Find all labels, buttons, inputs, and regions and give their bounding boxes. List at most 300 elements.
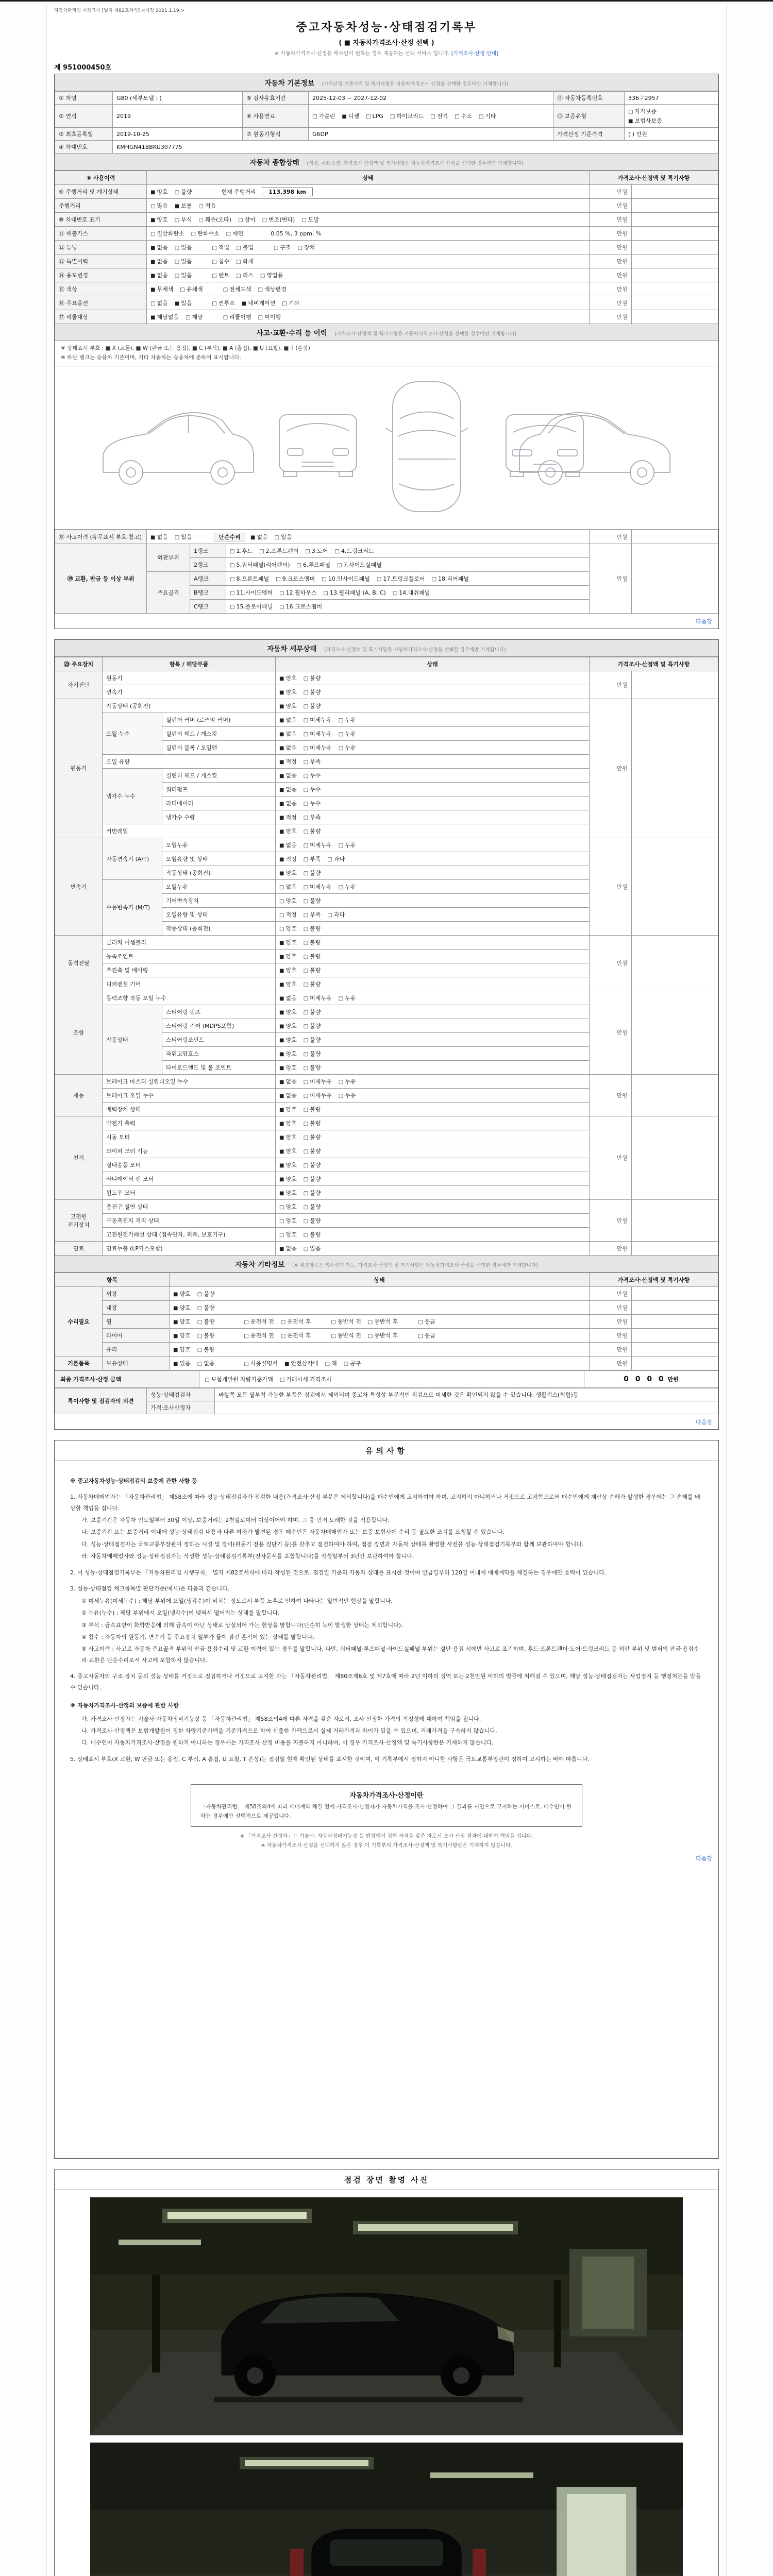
checkbox-option[interactable]: □ 전체도색 — [223, 286, 251, 293]
checkbox-option[interactable]: □ 미세누유 — [303, 744, 332, 751]
checkbox-checked-icon: ■ — [279, 703, 284, 709]
checkbox-option[interactable]: □ 7.사이드실패널 — [337, 561, 382, 568]
checkbox-option[interactable]: □ 매연 — [226, 230, 244, 237]
checkbox-option[interactable]: □ 미이행 — [258, 314, 281, 320]
checkbox-option[interactable]: ■ 없음 — [279, 800, 297, 807]
checkbox-option[interactable]: □ 4.트렁크리드 — [334, 547, 374, 554]
checkbox-option[interactable]: □ 불량 — [197, 1332, 215, 1339]
checkbox-option[interactable]: ■ 양호 — [279, 967, 297, 974]
checkbox-option[interactable]: □ 누유 — [338, 994, 356, 1002]
checkbox-option[interactable]: ■ 양호 — [279, 939, 297, 946]
checkbox-option[interactable]: □ 불량 — [303, 1022, 321, 1029]
checkbox-option[interactable]: □ 불량 — [303, 827, 321, 835]
checkbox-option[interactable]: □ 일산화탄소 — [150, 230, 184, 237]
checkbox-option[interactable]: ■ 없음 — [150, 258, 168, 265]
checkbox-option[interactable]: □ 있음 — [174, 258, 192, 265]
checkbox-empty-icon: □ — [337, 562, 342, 568]
checkbox-option[interactable]: □ 구조 — [273, 244, 291, 251]
checkbox-option[interactable]: □ 6.루프패널 — [296, 561, 330, 568]
checkbox-option[interactable]: ■ 양호 — [173, 1304, 191, 1311]
table-cell — [276, 1227, 590, 1241]
checkbox-option[interactable]: □ 없음 — [197, 1360, 215, 1367]
checkbox-option[interactable]: □ 있음 — [174, 272, 192, 279]
checkbox-empty-icon: □ — [338, 1093, 344, 1099]
checkbox-option[interactable]: ■ 양호 — [173, 1290, 191, 1297]
checkbox-option[interactable]: □ 불량 — [197, 1318, 215, 1325]
checkbox-empty-icon: □ — [212, 273, 217, 279]
checkbox-checked-icon: ■ — [150, 315, 156, 320]
checkbox-empty-icon: □ — [303, 912, 309, 918]
checkbox-empty-icon: □ — [376, 576, 382, 582]
checkbox-empty-icon: □ — [236, 245, 241, 251]
checkbox-group — [279, 1049, 327, 1058]
checkbox-option[interactable]: □ 미세누유 — [303, 1078, 332, 1085]
checkbox-empty-icon: □ — [279, 898, 284, 904]
checkbox-option[interactable]: □ 장치 — [297, 244, 315, 251]
inspector-role-2: 가격·조사산정자 — [147, 1401, 215, 1414]
checkbox-option[interactable]: □ 8.프론트패널 — [230, 575, 270, 582]
checkbox-option[interactable]: ■ 없음 — [279, 1245, 297, 1252]
item-label: 실내송풍 모터 — [103, 1158, 276, 1172]
checkbox-option[interactable]: □ 양호 — [279, 1203, 297, 1210]
checkbox-option[interactable]: □ 있음 — [274, 533, 292, 540]
basic-info-bar: 자동차 기본정보 (가격산정 기준가격 및 특기사항은 자동차가격조사·산정을 선택한 경우에만 기재합니다) — [55, 74, 718, 91]
checkbox-option[interactable]: □ 변조(변타) — [262, 216, 295, 223]
table-cell — [276, 740, 590, 754]
checkbox-option[interactable]: □ 미세누유 — [303, 841, 332, 849]
checkbox-option[interactable]: ■ 양호 — [279, 1161, 297, 1168]
checkbox-option[interactable]: □ 리스 — [236, 272, 254, 279]
checkbox-group — [279, 1118, 327, 1128]
table-cell — [276, 991, 590, 1005]
checkbox-option[interactable]: □ 부족 — [303, 911, 321, 918]
checkbox-option[interactable]: ■ 양호 — [150, 189, 168, 195]
checkbox-option[interactable]: □ 불량 — [174, 189, 192, 195]
checkbox-option[interactable]: ■ 없음 — [150, 272, 168, 279]
checkbox-option[interactable]: □ 양호 — [279, 1217, 297, 1224]
item-label: 워터펌프 — [162, 782, 276, 796]
checkbox-option[interactable]: □ 미세누유 — [303, 994, 332, 1002]
table-cell: 만원 — [589, 199, 631, 213]
checkbox-option[interactable]: □ 17.트렁크플로어 — [376, 575, 425, 582]
price-guide-link[interactable]: [가격조사·산정 안내] — [451, 51, 499, 57]
item-label: 스티어링 펌프 — [162, 1005, 276, 1019]
checkbox-empty-icon: □ — [478, 114, 484, 120]
next-page-link[interactable]: 다음장 — [696, 1418, 712, 1426]
inspector-comment-1: 바깥쪽 모든 탈부착 가능한 부품은 점검에서 제외되며 중고차 특성상 부분적인 점검으로 미세한 것은 확인되지 않을 수 있습니다. 생활기스(찍힘)등 — [215, 1388, 718, 1401]
checkbox-empty-icon: □ — [628, 109, 633, 115]
table-cell — [276, 1158, 590, 1172]
checkbox-option[interactable]: □ 누유 — [338, 716, 356, 723]
item-label: 등속조인트 — [103, 949, 276, 963]
checkbox-option[interactable]: □ 10.인사이드패널 — [322, 575, 370, 582]
checkbox-option[interactable]: □ 동반석 전 — [331, 1332, 361, 1339]
table-cell — [631, 282, 718, 296]
checkbox-option[interactable]: ■ 없음 — [150, 533, 168, 540]
checkbox-option[interactable]: □ 동반석 후 — [367, 1318, 398, 1325]
checkbox-option[interactable]: ■ 적정 — [279, 855, 297, 862]
checkbox-option[interactable]: ■ 양호 — [279, 674, 297, 682]
amount-cell: 만원 — [589, 935, 631, 991]
checkbox-option[interactable]: ■ 양호 — [279, 1120, 297, 1127]
checkbox-checked-icon: ■ — [279, 1009, 284, 1015]
checkbox-empty-icon: □ — [331, 1333, 336, 1339]
checkbox-option[interactable]: ■ 양호 — [279, 827, 297, 835]
checkbox-option[interactable]: □ 적법 — [212, 244, 230, 251]
checkbox-option[interactable]: ■ 없음 — [279, 1078, 297, 1085]
checkbox-option[interactable]: ■ 양호 — [279, 980, 297, 988]
checkbox-option[interactable]: □ 양호 — [279, 925, 297, 932]
checkbox-option[interactable]: □ 14.대쉬패널 — [392, 589, 430, 596]
table-cell: 타이어 — [103, 1328, 170, 1342]
checkbox-option[interactable]: □ 리콜이행 — [223, 314, 251, 320]
checkbox-group — [279, 979, 327, 989]
checkbox-empty-icon: □ — [230, 562, 235, 568]
checkbox-checked-icon: ■ — [279, 1037, 284, 1043]
checkbox-option[interactable]: □ 과다 — [327, 911, 345, 918]
checkbox-option[interactable]: □ 있음 — [174, 244, 192, 251]
checkbox-empty-icon: □ — [338, 842, 344, 849]
checkbox-option[interactable]: □ 유채색 — [180, 286, 203, 293]
checkbox-option[interactable]: ■ 없음 — [279, 1092, 297, 1099]
checkbox-option[interactable]: □ 영업용 — [260, 272, 283, 279]
checkbox-option[interactable]: □ 불량 — [303, 1106, 321, 1113]
checkbox-group — [279, 854, 351, 863]
checkbox-option[interactable]: □ 하이브리드 — [390, 113, 424, 120]
checkbox-group — [279, 1188, 327, 1197]
checkbox-empty-icon: □ — [338, 717, 344, 723]
checkbox-option[interactable]: □ 운전석 후 — [280, 1318, 311, 1325]
checkbox-option[interactable]: □ 사용설명서 — [244, 1360, 278, 1367]
detail-row — [55, 1199, 718, 1213]
checkbox-option[interactable]: □ 불량 — [303, 925, 321, 932]
checkbox-option[interactable]: □ 불량 — [303, 1175, 321, 1182]
basic-items-label: 기본품목 — [55, 1356, 103, 1370]
checkbox-option[interactable]: □ 응급 — [418, 1332, 436, 1339]
item-label: 원동기 — [103, 671, 276, 685]
checkbox-option[interactable]: □ 수소 — [455, 113, 472, 120]
checkbox-option[interactable]: ■ 없음 — [279, 716, 297, 723]
checkbox-option[interactable]: □ 불량 — [303, 1147, 321, 1155]
checkbox-option[interactable]: □ 자가보증 — [628, 108, 657, 115]
checkbox-option[interactable]: ■ 적정 — [279, 814, 297, 821]
checkbox-option[interactable]: □ 누유 — [338, 744, 356, 751]
checkbox-option[interactable]: ■ 적정 — [279, 758, 297, 765]
detail-state-table — [55, 657, 718, 1256]
checkbox-option[interactable]: □ 부족 — [303, 814, 321, 821]
checkbox-option[interactable]: □ 미세누유 — [303, 730, 332, 737]
checkbox-option[interactable]: □ 잭 — [325, 1360, 337, 1367]
checkbox-option[interactable]: □ 운전석 전 — [244, 1332, 274, 1339]
checkbox-option[interactable]: □ 해당 — [185, 314, 203, 320]
checkbox-option[interactable]: ■ 양호 — [279, 1036, 297, 1043]
detail-row — [55, 838, 718, 852]
checkbox-option[interactable]: ■ 양호 — [279, 1064, 297, 1071]
checkbox-group — [230, 560, 389, 569]
checkbox-option[interactable]: □ 불량 — [303, 1231, 321, 1238]
checkbox-option[interactable]: □ 전기 — [430, 113, 448, 120]
checkbox-group — [279, 1021, 327, 1030]
checkbox-option[interactable]: □ 불량 — [303, 1133, 321, 1141]
checkbox-option[interactable]: □ 없음 — [279, 883, 297, 890]
checkbox-option[interactable]: □ 적음 — [198, 202, 216, 209]
detail-row — [55, 935, 718, 949]
table-cell — [276, 810, 590, 824]
checkbox-option[interactable]: □ 부식 — [174, 216, 192, 223]
checkbox-option[interactable]: □ 운전석 후 — [280, 1332, 311, 1339]
checkbox-option[interactable]: □ 불량 — [197, 1304, 215, 1311]
table-cell — [276, 1213, 590, 1227]
checkbox-option[interactable]: □ 불량 — [303, 688, 321, 696]
checkbox-option[interactable]: □ 불량 — [303, 1050, 321, 1057]
item-label: 변속기 — [103, 685, 276, 699]
note-cell — [631, 1074, 718, 1116]
checkbox-option[interactable]: ■ 양호 — [279, 702, 297, 709]
checkbox-option[interactable]: □ 미세누유 — [303, 716, 332, 723]
checkbox-option[interactable]: □ 누유 — [338, 730, 356, 737]
checkbox-option[interactable]: ■ 없음 — [279, 786, 297, 793]
checkbox-option[interactable]: □ 미세누유 — [303, 883, 332, 890]
table-cell — [276, 1032, 590, 1046]
checkbox-option[interactable]: □ 불량 — [303, 953, 321, 960]
checkbox-empty-icon: □ — [279, 884, 284, 890]
checkbox-empty-icon: □ — [303, 981, 309, 988]
table-cell: 만원 — [589, 185, 631, 199]
checkbox-option[interactable]: □ 불량 — [303, 1161, 321, 1168]
checkbox-option[interactable]: □ 누유 — [338, 1078, 356, 1085]
table-cell — [147, 268, 590, 282]
table-cell — [631, 185, 718, 199]
checkbox-checked-icon: ■ — [279, 745, 284, 751]
checkbox-empty-icon: □ — [303, 1148, 309, 1155]
checkbox-option[interactable]: □ 썬루프 — [212, 300, 235, 307]
checkbox-option[interactable]: □ 양호 — [279, 897, 297, 904]
checkbox-empty-icon: □ — [303, 940, 309, 946]
checkbox-option[interactable]: □ 불량 — [303, 1120, 321, 1127]
checkbox-option[interactable]: □ 2.프론트펜더 — [259, 547, 299, 554]
checkbox-group — [279, 1077, 362, 1086]
checkbox-option[interactable]: □ 훼손(오타) — [198, 216, 231, 223]
notice-paragraph: ③ 부식 : 금속표면이 화학반응에 의해 금속이 아닌 상태로 상실되어 가는 현상을 말합니다(단순히 녹이 발생한 상태는 제외합니다). — [81, 1621, 403, 1629]
checkbox-option[interactable]: □ 불량 — [197, 1290, 215, 1297]
checkbox-option[interactable]: □ 누유 — [338, 1092, 356, 1099]
checkbox-option[interactable]: ■ 보험사보증 — [628, 117, 662, 124]
final-price-label: 최종 가격조사·산정 금액 — [55, 1370, 199, 1387]
checkbox-option[interactable]: □ 가솔린 — [312, 113, 335, 120]
checkbox-option[interactable]: ■ 없음 — [250, 533, 268, 540]
checkbox-option[interactable]: □ 불량 — [303, 702, 321, 709]
checkbox-checked-icon: ■ — [241, 301, 247, 307]
checkbox-option[interactable]: □ 불량 — [303, 980, 321, 988]
checkbox-option[interactable]: □ 12.휠하우스 — [279, 589, 317, 596]
checkbox-group — [279, 1202, 327, 1211]
checkbox-option[interactable]: □ LPG — [366, 113, 383, 120]
page-title-note: ※ 자동차가격조사·산정은 매수인이 원하는 경우 제공하는 선택 서비스 입니다. [가격조사·산정 안내] — [274, 51, 499, 57]
checkbox-option[interactable]: □ 양호 — [279, 1231, 297, 1238]
overall-row — [55, 199, 718, 213]
checkbox-option[interactable]: ■ 양호 — [279, 1022, 297, 1029]
checkbox-option[interactable]: ■ 없음 — [279, 730, 297, 737]
checkbox-option[interactable]: ■ 있음 — [173, 1360, 191, 1367]
checkbox-option[interactable]: ■ 양호 — [279, 1106, 297, 1113]
checkbox-option[interactable]: □ 렌트 — [212, 272, 230, 279]
checkbox-option[interactable]: □ 상이 — [238, 216, 256, 223]
checkbox-option[interactable]: ■ 디젤 — [342, 113, 360, 120]
checkbox-option[interactable]: □ 많음 — [150, 202, 168, 209]
checkbox-option[interactable]: ■ 없음 — [150, 244, 168, 251]
checkbox-option[interactable]: □ 부족 — [303, 758, 321, 765]
checkbox-empty-icon: □ — [303, 773, 309, 779]
checkbox-empty-icon: □ — [303, 703, 309, 709]
checkbox-option[interactable]: □ 있음 — [174, 533, 192, 540]
checkbox-option[interactable]: □ 15.플로어패널 — [230, 603, 273, 610]
checkbox-option[interactable]: ■ 없음 — [279, 994, 297, 1002]
checkbox-option[interactable]: □ 불량 — [303, 1008, 321, 1015]
checkbox-option[interactable]: □ 부족 — [303, 855, 321, 862]
checkbox-empty-icon: □ — [303, 787, 309, 793]
checkbox-empty-icon: □ — [303, 1093, 309, 1099]
checkbox-option[interactable]: □ 불량 — [303, 1064, 321, 1071]
checkbox-option[interactable]: ■ 양호 — [279, 1175, 297, 1182]
checkbox-option[interactable]: □ 공구 — [343, 1360, 361, 1367]
checkbox-option[interactable]: □ 3.도어 — [305, 547, 328, 554]
checkbox-option[interactable]: □ 불량 — [303, 1036, 321, 1043]
checkbox-empty-icon: □ — [303, 1134, 309, 1141]
checkbox-option[interactable]: ■ 양호 — [173, 1346, 191, 1353]
checkbox-checked-icon: ■ — [150, 534, 156, 540]
checkbox-option[interactable]: □ 미세누유 — [303, 1092, 332, 1099]
checkbox-option[interactable]: □ 불량 — [303, 967, 321, 974]
checkbox-option[interactable]: □ 누수 — [303, 772, 321, 779]
checkbox-option[interactable]: □ 16.크로스멤버 — [279, 603, 323, 610]
checkbox-option[interactable]: ■ 없음 — [279, 772, 297, 779]
checkbox-option[interactable]: □ 색상변경 — [258, 286, 287, 293]
table-cell: ⑩ 차대번호 표기 — [55, 213, 147, 227]
checkbox-option[interactable]: □ 불법 — [236, 244, 254, 251]
checkbox-option[interactable]: ■ 무채색 — [150, 286, 174, 293]
checkbox-empty-icon: □ — [150, 204, 156, 209]
checkbox-empty-icon: □ — [238, 217, 243, 223]
checkbox-option[interactable]: □ 불량 — [197, 1346, 215, 1353]
checkbox-option[interactable]: □ 9.크로스멤버 — [276, 575, 315, 582]
checkbox-option[interactable]: □ 불량 — [303, 869, 321, 876]
checkbox-option[interactable]: □ 과다 — [327, 855, 345, 862]
item-label: 파워고압호스 — [162, 1046, 276, 1060]
checkbox-option[interactable]: □ 누수 — [303, 800, 321, 807]
checkbox-option[interactable]: □ 기타 — [282, 300, 300, 307]
checkbox-option[interactable]: □ 응급 — [418, 1318, 436, 1325]
checkbox-option[interactable]: □ 누유 — [338, 841, 356, 849]
checkbox-option[interactable]: ■ 양호 — [279, 1050, 297, 1057]
checkbox-option[interactable]: □ 기타 — [478, 113, 496, 120]
checkbox-option[interactable]: □ 불량 — [303, 939, 321, 946]
checkbox-option[interactable]: □ 13.필러패널 (A, B, C) — [323, 589, 386, 596]
checkbox-option[interactable]: □ 11.사이드멤버 — [230, 589, 273, 596]
checkbox-option[interactable]: □ 1.후드 — [230, 547, 253, 554]
checkbox-option[interactable]: ■ 없음 — [279, 841, 297, 849]
device-label: 전기 — [55, 1116, 103, 1199]
checkbox-option[interactable]: □ 5.쿼터패널(리어펜더) — [230, 561, 290, 568]
checkbox-option[interactable]: ■ 해당없음 — [150, 314, 179, 320]
checkbox-empty-icon: □ — [327, 912, 332, 918]
form-caption: 자동차관리법 시행규칙 [별지 제82호서식] <개정 2021.1.19.> — [54, 8, 185, 13]
checkbox-empty-icon: □ — [303, 954, 309, 960]
checkbox-option[interactable]: □ 18.리어패널 — [431, 575, 469, 582]
item-label: 클러치 어셈블리 — [103, 935, 276, 949]
notice-paragraph: 다. 매수인이 자동차가격조사·산정을 원하지 아니하는 경우에는 가격조사·산정 비용을 지불하지 아니하며, 이 경우 가격조사·산정액 및 특기사항란은 기재하지 않습니다. — [81, 1739, 494, 1747]
checkbox-option[interactable]: ■ 없음 — [279, 744, 297, 751]
checkbox-option[interactable]: □ 누유 — [338, 883, 356, 890]
checkbox-empty-icon: □ — [205, 1377, 210, 1383]
checkbox-option[interactable]: ■ 양호 — [173, 1318, 191, 1325]
checkbox-option[interactable]: □ 불량 — [303, 897, 321, 904]
checkbox-option[interactable]: ■ 양호 — [279, 1133, 297, 1141]
checkbox-empty-icon: □ — [230, 548, 235, 554]
checkbox-option[interactable]: ■ 양호 — [279, 1147, 297, 1155]
checkbox-option[interactable]: ■ 양호 — [279, 1008, 297, 1015]
checkbox-option[interactable]: □ 없음 — [150, 300, 168, 307]
checkbox-option[interactable]: □ 운전석 전 — [244, 1318, 274, 1325]
checkbox-empty-icon: □ — [301, 217, 307, 223]
checkbox-option[interactable]: □ 탄화수소 — [191, 230, 220, 237]
table-cell: 만원 — [589, 1300, 631, 1314]
checkbox-option[interactable]: □ 화재 — [236, 258, 254, 265]
checkbox-option[interactable]: □ 도말 — [301, 216, 319, 223]
checkbox-option[interactable]: □ 보험개발원 차량기준가액 — [205, 1376, 273, 1383]
checkbox-option[interactable]: □ 동반석 후 — [367, 1332, 398, 1339]
checkbox-option[interactable]: ■ 양호 — [173, 1332, 191, 1339]
checkbox-option[interactable]: ■ 보통 — [174, 202, 192, 209]
checkbox-option[interactable]: ■ 네비게이션 — [241, 300, 276, 307]
checkbox-option[interactable]: ■ 양호 — [279, 1189, 297, 1196]
checkbox-group — [279, 1244, 327, 1253]
checkbox-checked-icon: ■ — [279, 815, 284, 821]
checkbox-option[interactable]: ■ 양호 — [279, 953, 297, 960]
checkbox-option[interactable]: ■ 양호 — [279, 688, 297, 696]
table-cell: 만원 — [589, 310, 631, 324]
checkbox-option[interactable]: □ 불량 — [303, 1203, 321, 1210]
checkbox-option[interactable]: □ 적정 — [279, 911, 297, 918]
checkbox-option[interactable]: ■ 양호 — [150, 216, 168, 223]
table-cell — [631, 213, 718, 227]
checkbox-checked-icon: ■ — [150, 273, 156, 279]
checkbox-option[interactable]: □ 불량 — [303, 1189, 321, 1196]
checkbox-option[interactable]: ■ 양호 — [279, 869, 297, 876]
checkbox-option[interactable]: □ 거래시세 가격조사 — [279, 1376, 332, 1383]
sub-label: 수동변속기 (M/T) — [103, 879, 162, 935]
simple-repair-label: 단순수리 — [214, 533, 245, 541]
checkbox-option[interactable]: □ 있음 — [303, 1245, 321, 1252]
checkbox-option[interactable]: □ 침수 — [212, 258, 230, 265]
checkbox-option[interactable]: □ 동반석 전 — [331, 1318, 361, 1325]
checkbox-empty-icon: □ — [197, 1305, 203, 1311]
checkbox-group — [244, 1331, 317, 1340]
checkbox-group — [279, 687, 327, 697]
next-page-link[interactable]: 다음장 — [696, 618, 712, 625]
checkbox-option[interactable]: ■ 안전삼각대 — [284, 1360, 318, 1367]
checkbox-option[interactable]: ■ 있음 — [174, 300, 192, 307]
checkbox-checked-icon: ■ — [150, 217, 156, 223]
checkbox-option[interactable]: □ 누수 — [303, 786, 321, 793]
notice-paragraph: ⑤ 사고이력 : 사고로 자동차 주요골격 부위의 판금·용접수리 및 교환 이력이 있는 경우를 말합니다. 다만, 쿼터패널·루프패널·사이드실패널 부위는 절단·용접 시에만 사고로 표기하며, 후드·프론트펜더·도어·트렁크리드 등 외판 부위 및 범퍼의 판금·용접수리·교환은 단순수리로서 사고에 포함하지 않습니다. — [81, 1646, 699, 1664]
checkbox-checked-icon: ■ — [150, 259, 156, 265]
checkbox-group — [244, 1317, 317, 1326]
checkbox-group — [150, 201, 223, 210]
checkbox-option[interactable]: □ 불량 — [303, 1217, 321, 1224]
next-page-link[interactable]: 다음장 — [696, 1855, 712, 1862]
checkbox-group — [212, 257, 260, 266]
checkbox-option[interactable]: □ 불량 — [303, 674, 321, 682]
